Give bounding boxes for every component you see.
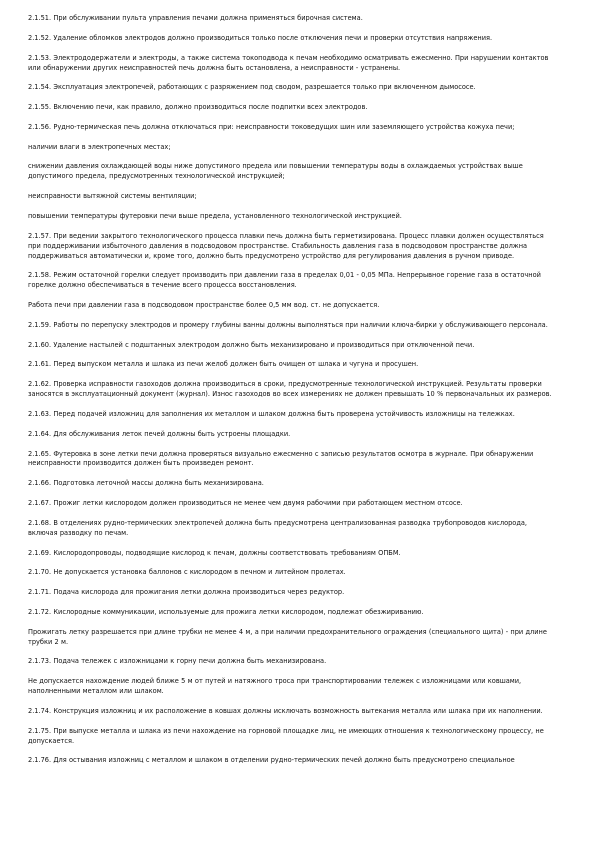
paragraph: 2.1.61. Перед выпуском металла и шлака из печи желоб должен быть очищен от шлака и чугуна и просушен.	[28, 360, 419, 369]
paragraph: 2.1.72. Кислородные коммуникации, используемые для прожига летки кислородом, подлежат обезжириванию.	[28, 607, 424, 616]
paragraph: 2.1.55. Включению печи, как правило, должно производиться после подпитки всех электродов.	[28, 103, 368, 112]
paragraph: 2.1.63. Перед подачей изложниц для заполнения их металлом и шлаком должна быть проверена устойчивость изложницы на тележках.	[28, 409, 515, 418]
paragraph: 2.1.64. Для обслуживания леток печей должны быть устроены площадки.	[28, 429, 291, 438]
paragraph: снижении давления охлаждающей воды ниже допустимого предела или повышении температуры воды в охлаждаемых устройствах выше допустимого предела, предусмотренных технологической инструкцией;	[28, 162, 523, 181]
paragraph: 2.1.70. Не допускается установка баллонов с кислородом в печном и литейном пролетах.	[28, 568, 346, 577]
paragraph: 2.1.67. Прожиг летки кислородом должен производиться не менее чем двумя рабочими при работающем местном отсосе.	[28, 499, 463, 508]
paragraph: 2.1.56. Рудно-термическая печь должна отключаться при: неисправности токоведущих шин или заземляющего устройства кожуха печи;	[28, 122, 515, 131]
paragraph: 2.1.62. Проверка исправности газоходов должна производиться в сроки, предусмотренные технологической инструкцией. Результаты проверки заносятся в эксплуатационный документ (журнал). Износ газоходов во всех измерениях не должен превышать 10 % первоначальных их размеров.	[28, 380, 552, 399]
paragraph: Работа печи при давлении газа в подсводовом пространстве более 0,5 мм вод. ст. не допускается.	[28, 301, 380, 310]
paragraph: 2.1.53. Электрододержатели и электроды, а также система токоподвода к печам необходимо осматривать ежесменно. При нарушении контактов или обнаружении других неисправностей печь должна быть остановлена, а неисправности - устранены.	[28, 53, 549, 72]
paragraph: 2.1.51. При обслуживании пульта управления печами должна применяться бирочная система.	[28, 14, 363, 22]
paragraph: 2.1.58. Режим остаточной горелки следует производить при давлении газа в пределах 0,01 - 0,05 МПа. Непрерывное горение газа в остаточной горелке должно обеспечиваться в течение всего процесса восстановления.	[28, 271, 541, 290]
paragraph: 2.1.75. При выпуске металла и шлака из печи нахождение на горновой площадке лиц, не имеющих отношения к технологическому процессу, не допускается.	[28, 726, 544, 745]
paragraph: повышении температуры футеровки печи выше предела, установленного технологической инструкцией.	[28, 211, 402, 220]
paragraph: Прожигать летку разрешается при длине трубки не менее 4 м, а при наличии предохранительного ограждения (специального щита) - при длине трубки 2 м.	[28, 627, 547, 646]
paragraph: 2.1.66. Подготовка леточной массы должна быть механизирована.	[28, 479, 264, 488]
paragraph: Не допускается нахождение людей ближе 5 м от путей и натяжного троса при транспортировании тележек с изложницами или ковшами, наполненными металлом или шлаком.	[28, 677, 522, 696]
paragraph: 2.1.54. Эксплуатация электропечей, работающих с разряжением под сводом, разрешается только при включенном дымососе.	[28, 83, 476, 92]
paragraph: 2.1.71. Подача кислорода для прожигания летки должна производиться через редуктор.	[28, 588, 345, 597]
paragraph: неисправности вытяжной системы вентиляции;	[28, 192, 197, 201]
paragraph: 2.1.74. Конструкция изложниц и их расположение в ковшах должны исключать возможность вытекания металла или шлака при их наполнении.	[28, 706, 543, 715]
paragraph: 2.1.59. Работы по перепуску электродов и промеру глубины ванны должны выполняться при наличии ключа-бирки у обслуживающего персонала.	[28, 320, 548, 329]
paragraph: 2.1.68. В отделениях рудно-термических электропечей должна быть предусмотрена централизованная разводка трубопроводов кислорода, включая разводку по печам.	[28, 518, 528, 537]
paragraph: 2.1.60. Удаление настылей с подштанных электродом должно быть механизировано и производиться при отключенной печи.	[28, 340, 475, 349]
paragraph: 2.1.73. Подача тележек с изложницами к горну печи должна быть механизирована.	[28, 657, 327, 666]
paragraph: 2.1.76. Для остывания изложниц с металлом и шлаком в отделении рудно-термических печей должно быть предусмотрено специальное	[28, 756, 515, 765]
paragraph: наличии влаги в электропечных местах;	[28, 142, 171, 151]
paragraph: 2.1.69. Кислородопроводы, подводящие кислород к печам, должны соответствовать требованиям ОПБМ.	[28, 548, 401, 557]
paragraph: 2.1.52. Удаление обломков электродов должно производиться только после отключения печи и проверки отсутствия напряжения.	[28, 33, 493, 42]
paragraph: 2.1.57. При ведении закрытого технологического процесса плавки печь должна быть герметизирована. Процесс плавки должен осуществляться при поддерживании избыточного давления в подсводовом пространстве. Стабильность давления газа в подсводовом пространстве должна поддерживаться автоматически и, кроме того, должно быть предусмотрено устройство для регулирования давления в ручном приводе.	[28, 231, 544, 260]
paragraph: 2.1.65. Футеровка в зоне летки печи должна проверяться визуально ежесменно с записью результатов осмотра в журнале. При обнаружении неисправности производится должен быть произведен ремонт.	[28, 449, 534, 468]
